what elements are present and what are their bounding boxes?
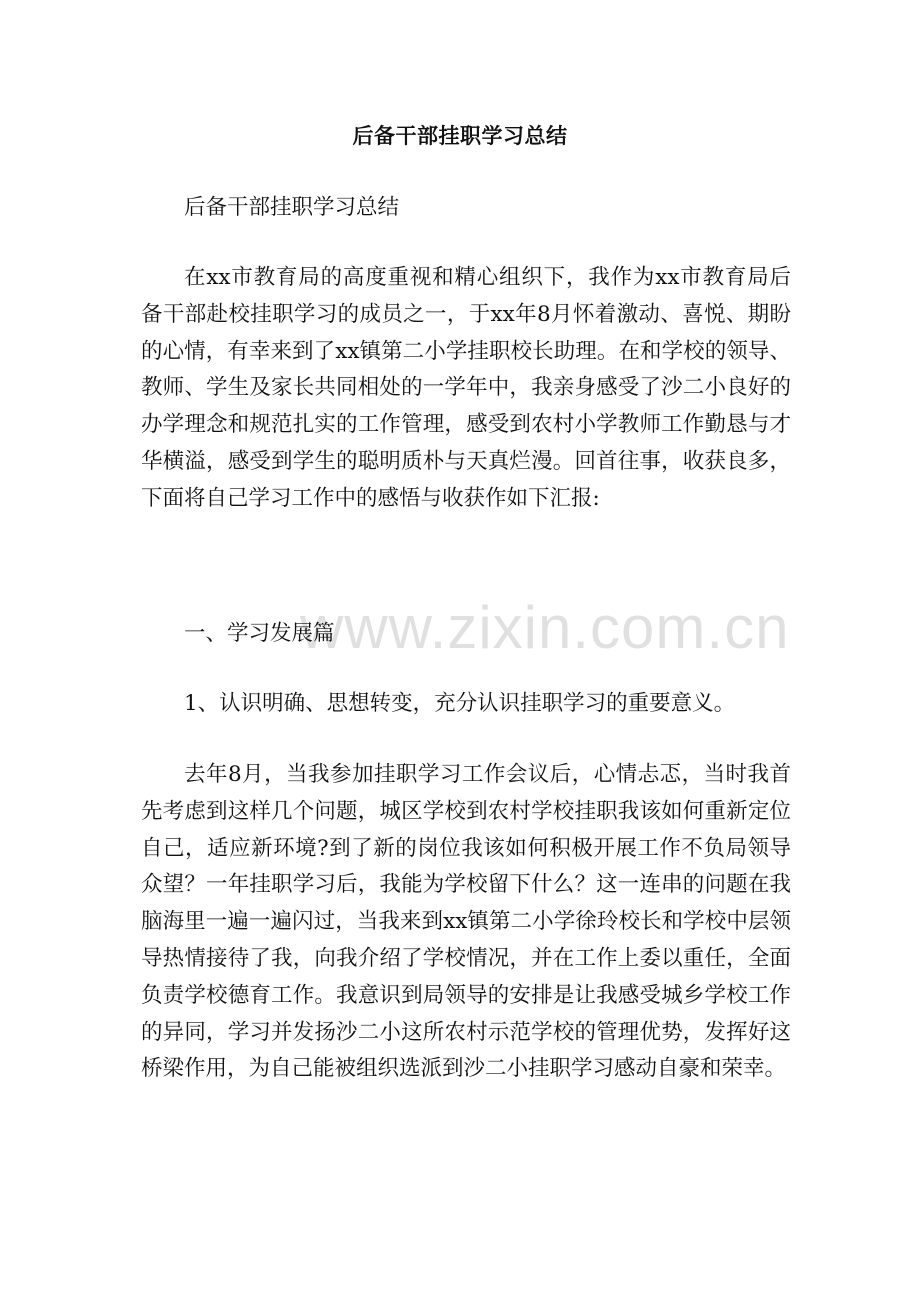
document-title: 后备干部挂职学习总结 (352, 123, 568, 148)
document-subtitle: 后备干部挂职学习总结 (184, 195, 400, 220)
body-paragraph: 去年8月，当我参加挂职学习工作会议后，心情忐忑，当时我首先考虑到这样几个问题，城区学校到农村学校挂职我该如何重新定位自己，适应新环境?到了新的岗位我该如何积极开展工作不负局领导众望？一年挂职学习后，我能为学校留下什么？这一连串的问题在我脑海里一遍一遍闪过，当我来到xx镇第二小学徐玲校长和学校中层领导热情接待了我，向我介绍了学校情况，并在工作上委以重任，全面负责学校德育工作。我意识到局领导的安排是让我感受城乡学校工作的异同，学习并发扬沙二小这所农村示范学校的管理优势，发挥好这桥梁作用，为自己能被组织选派到沙二小挂职学习感动自豪和荣幸。 (141, 762, 791, 1082)
intro-paragraph: 在xx市教育局的高度重视和精心组织下，我作为xx市教育局后备干部赴校挂职学习的成员之一，于xx年8月怀着激动、喜悦、期盼的心情，有幸来到了xx镇第二小学挂职校长助理。在和学校的领导、教师、学生及家长共同相处的一学年中，我亲身感受了沙二小良好的办学理念和规范扎实的工作管理，感受到农村小学教师工作勤恳与才华横溢，感受到学生的聪明质朴与天真烂漫。回首往事，收获良多，下面将自己学习工作中的感悟与收获作如下汇报: (141, 265, 791, 511)
watermark-text: www.zixin.com.cn (300, 594, 790, 661)
section-heading: 一、学习发展篇 (184, 621, 335, 646)
point-heading-1: 1、认识明确、思想转变，充分认识挂职学习的重要意义。 (184, 691, 736, 716)
